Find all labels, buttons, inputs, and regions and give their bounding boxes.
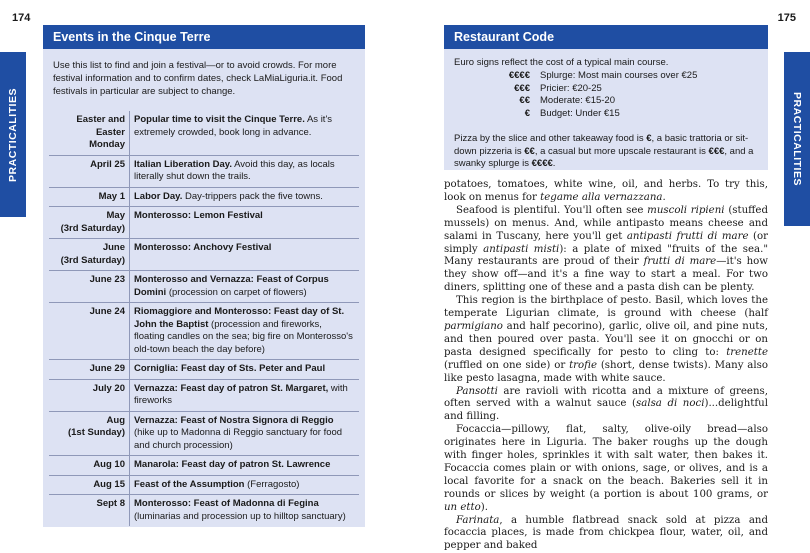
- italic-term: salsa di noci: [636, 398, 705, 410]
- event-row: [49, 379, 359, 411]
- tier-label: Moderate:: [540, 95, 583, 106]
- events-table: [49, 111, 359, 526]
- tier-symbol: €: [524, 107, 530, 119]
- event-date: Aug 15: [49, 475, 130, 495]
- text: (short, dense twists). Many also like pesto lasagna, made with white sauce.: [444, 359, 769, 384]
- event-description: [130, 360, 360, 380]
- tier-label: Pricier:: [540, 82, 570, 94]
- event-date: Aug (1st Sunday): [49, 411, 130, 456]
- tier-desc: Under €15: [572, 107, 620, 119]
- italic-term: tegame alla vernazzana: [540, 191, 663, 203]
- tier-row: [454, 95, 774, 108]
- event-row: [49, 155, 359, 187]
- paragraph: [444, 424, 768, 514]
- tier-row: [454, 83, 774, 96]
- event-description: [130, 411, 360, 456]
- event-detail: (Ferragosto): [244, 478, 300, 490]
- text: This region is the birthplace of pesto. Basil, which loves the temperate Ligurian climate, is ground with cheese (half: [444, 295, 768, 320]
- event-date: May 1: [49, 187, 130, 207]
- event-title: Italian Liberation Day.: [134, 158, 233, 170]
- text: —it's how they show off—and it's a fine way to start a meal. For two diners, splitting one of these and a pasta dish can be plenty.: [444, 256, 768, 294]
- event-description: [130, 379, 360, 411]
- text: (ruffled on one side) or: [444, 359, 570, 371]
- event-date: July 20: [49, 379, 130, 411]
- tier-symbol: €€€: [514, 82, 530, 94]
- note-text: .: [552, 158, 556, 169]
- page-number-left: 174: [12, 12, 31, 24]
- tier-row: [454, 70, 774, 83]
- text: .: [662, 191, 666, 203]
- event-row: [49, 303, 359, 360]
- tier-symbol: €€€€: [508, 70, 530, 81]
- italic-term: Pansotti: [456, 385, 498, 397]
- event-row: [49, 111, 359, 155]
- event-row: [49, 271, 359, 303]
- paragraph: [444, 295, 768, 385]
- event-detail: (luminarias and procession up to hilltop sanctuary): [134, 510, 346, 522]
- event-detail: As it's extremely crowded, book long in advance.: [134, 114, 333, 138]
- event-date: Easter and Easter Monday: [49, 111, 130, 155]
- event-description: [130, 187, 360, 207]
- event-detail: (procession and fireworks, floating candles on the sea; big fire on Monterosso's old-town beach the day before): [134, 318, 353, 355]
- event-detail: (procession on carpet of flowers): [166, 286, 307, 298]
- event-row: [49, 187, 359, 207]
- event-description: [130, 495, 360, 527]
- tier-desc: €20-25: [569, 82, 602, 94]
- event-date: June 23: [49, 271, 130, 303]
- body-text: [444, 179, 768, 553]
- event-title: Popular time to visit the Cinque Terre.: [134, 114, 305, 125]
- event-title: Feast of the Assumption: [134, 478, 245, 490]
- italic-term: trenette: [726, 346, 768, 358]
- note-symbol: €€€: [708, 145, 725, 157]
- text: are ravioli with ricotta and a mixture of greens, often served with a walnut sauce (: [444, 385, 768, 410]
- note-symbol: €: [646, 133, 652, 144]
- event-title: Vernazza: Feast day of patron St. Margaret,: [134, 382, 329, 394]
- note-symbol: €€€€: [531, 158, 553, 169]
- italic-term: antipasti frutti di mare: [626, 230, 749, 242]
- text: (stuffed mussels) on menus. And, while antipasto means cheese and salami in Tuscany, here you'll get: [444, 204, 768, 242]
- event-row: [49, 475, 359, 495]
- event-row: [49, 239, 359, 271]
- italic-term: parmigiano: [444, 320, 503, 332]
- tier-label: Splurge:: [540, 70, 576, 81]
- event-description: [130, 303, 360, 360]
- side-tab-right-label: PRACTICALITIES: [791, 92, 803, 186]
- event-detail: (hike up to Madonna di Reggio sanctuary for food and church procession): [134, 427, 343, 451]
- note-text: , a basic trattoria or sit-down pizzeria is: [454, 133, 749, 157]
- event-title: Monterosso and Vernazza: Feast of Corpus Domini: [134, 274, 329, 298]
- event-description: [130, 239, 360, 271]
- event-detail: Avoid this day, as locals literally shut down the trails.: [134, 158, 335, 182]
- text: , a humble flatbread snack sold at pizza and focaccia places, is made from chickpea flour, water, oil, and pepper and baked: [444, 514, 768, 552]
- italic-term: muscoli ripieni: [647, 204, 725, 216]
- restaurant-box-title: Restaurant Code: [444, 25, 768, 49]
- event-title: Labor Day.: [134, 190, 183, 202]
- italic-term: trofie: [569, 359, 597, 371]
- text: Seafood is plentiful. You'll often see: [456, 204, 648, 216]
- paragraph: [444, 386, 768, 425]
- event-title: Corniglia: Feast day of Sts. Peter and Paul: [134, 363, 326, 374]
- event-date: May (3rd Saturday): [49, 207, 130, 239]
- event-title: Vernazza: Feast of Nostra Signora di Reggio: [134, 414, 334, 426]
- text: Focaccia—pillowy, flat, salty, olive-oily bread—also originates here in Liguria. The baker roughs up the dough with finger holes, sprinkles it with salt water, then bakes it. Focaccia comes plain or with onions, sage, or olives, and is a local favorite for a snack on the beach. Bakeries sell it in rounds or slices by weight (a portion is about 100 grams, or: [444, 424, 768, 500]
- event-title: Monterosso: Lemon Festival: [134, 210, 263, 221]
- tier-symbol: €€: [519, 95, 530, 106]
- note-text: Pizza by the slice and other takeaway food is: [454, 133, 647, 144]
- page-number-right: 175: [777, 12, 796, 24]
- event-description: [130, 207, 360, 239]
- event-description: [130, 456, 360, 476]
- event-row: [49, 456, 359, 476]
- event-date: Sept 8: [96, 498, 125, 509]
- event-row: [49, 411, 359, 456]
- event-description: [130, 155, 360, 187]
- event-description: [130, 475, 360, 495]
- text: ).: [480, 501, 488, 513]
- text: ): a plate of mixed "fruits of the sea." Many restaurants are proud of their: [444, 243, 769, 268]
- event-detail: Day-trippers pack the five towns.: [182, 190, 323, 202]
- note-text: , a casual but more upscale restaurant is: [534, 145, 709, 157]
- event-date: June 29: [49, 360, 130, 380]
- event-title: Manarola: Feast day of patron St. Lawrence: [134, 459, 331, 470]
- event-title: Monterosso: Anchovy Festival: [134, 242, 272, 253]
- side-tab-right: [784, 52, 810, 226]
- event-title: Riomaggiore and Monterosso: Feast day of St. John the Baptist: [134, 306, 345, 330]
- tier-row: [454, 108, 774, 121]
- side-tab-left: [0, 52, 26, 217]
- italic-term: antipasti misti: [483, 243, 560, 255]
- event-description: [130, 271, 360, 303]
- event-date: June (3rd Saturday): [49, 239, 130, 271]
- restaurant-code-box: [444, 49, 768, 170]
- tier-label: Budget:: [540, 107, 573, 119]
- paragraph: [444, 205, 768, 295]
- italic-term: Farinata: [456, 514, 500, 526]
- events-intro: Use this list to find and join a festival—or to avoid crowds. For more festival information and to confirm dates, check LaMiaLiguria.it. Food festivals in particular are subject to change.: [53, 60, 343, 97]
- text: potatoes, tomatoes, white wine, oil, and herbs. To try this, look on menus for: [444, 179, 768, 203]
- text: )...delightful and filling.: [444, 398, 768, 423]
- tier-desc: Most main courses over €25: [575, 70, 698, 81]
- event-detail: with fireworks: [134, 382, 348, 406]
- text: and half pecorino), garlic, olive oil, and pine nuts, and then poured over pasta. You'll see it on gnocchi or on pasta designed specifically for pesto to cling to:: [444, 320, 768, 358]
- restaurant-code-intro: Euro signs reflect the cost of a typical main course.: [454, 57, 669, 68]
- event-date: Aug 10: [49, 456, 130, 476]
- side-tab-left-label: PRACTICALITIES: [7, 87, 19, 182]
- events-box-title: Events in the Cinque Terre: [43, 25, 365, 49]
- restaurant-code-note: [454, 133, 769, 171]
- event-date: April 25: [49, 155, 130, 187]
- italic-term: un etto: [444, 501, 481, 513]
- tier-desc: €15-20: [582, 95, 616, 106]
- event-date: June 24: [49, 303, 130, 360]
- event-row: [49, 495, 359, 527]
- paragraph: [444, 179, 768, 205]
- event-description: [130, 111, 360, 155]
- note-symbol: €€: [524, 145, 535, 157]
- events-box: [43, 49, 365, 527]
- text: (or simply: [444, 230, 769, 255]
- event-title: Monterosso: Feast of Madonna di Fegina: [134, 498, 319, 509]
- event-row: [49, 207, 359, 239]
- paragraph: [444, 515, 768, 553]
- note-text: , and a swanky splurge is: [454, 145, 754, 169]
- event-row: [49, 360, 359, 380]
- restaurant-code-tiers: [454, 70, 774, 120]
- italic-term: frutti di mare: [643, 256, 717, 268]
